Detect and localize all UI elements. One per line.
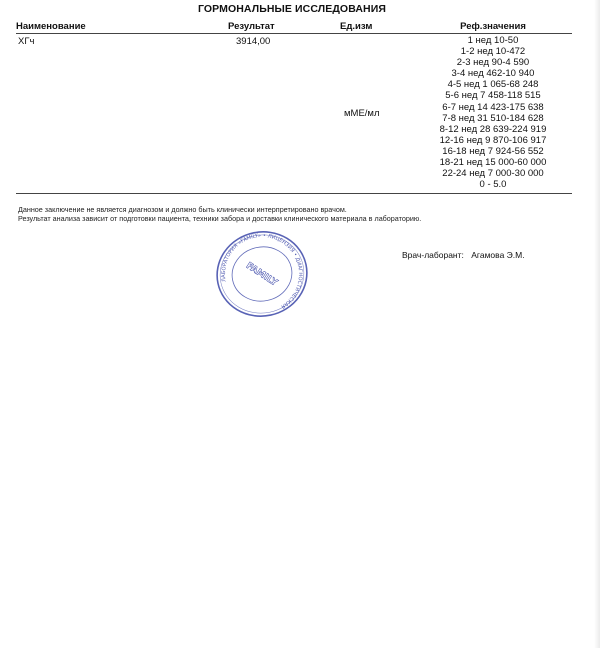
column-header-unit: Ед.изм (340, 21, 373, 32)
reference-value: 4-5 нед 1 065-68 248 (447, 79, 539, 91)
reference-values-list (418, 35, 568, 190)
column-header-name: Наименование (16, 21, 86, 32)
reference-value: 0 - 5.0 (479, 179, 507, 191)
page-title: ГОРМОНАЛЬНЫЕ ИССЛЕДОВАНИЯ (197, 3, 387, 15)
stamp-center-text: FAMILY (243, 261, 279, 289)
disclaimer-line-2: Результат анализа зависит от подготовки пациента, техники забора и доставки клинического материала в лабораторию. (18, 214, 422, 223)
reference-value: 1-2 нед 10-472 (460, 46, 526, 58)
page-edge-shadow (594, 0, 600, 648)
stamp-ring-text: ЛАБОРАТОРИЯ «FAMILY» • ЛИЦЕНЗИЯ • ДИАГНОСТИЧЕСКАЯ (220, 232, 304, 310)
test-unit: мМЕ/мл (344, 108, 380, 119)
reference-value: 1 нед 10-50 (467, 35, 519, 46)
column-header-reference: Реф.значения (460, 21, 526, 32)
reference-value: 2-3 нед 90-4 590 (456, 57, 530, 69)
reference-value: 16-18 нед 7 924-56 552 (442, 145, 544, 157)
reference-value: 7-8 нед 31 510-184 628 (442, 112, 544, 124)
lab-stamp-seal (212, 228, 312, 320)
column-header-result: Результат (228, 21, 275, 32)
signature-label: Врач-лаборант: (402, 250, 464, 260)
reference-value: 12-16 нед 9 870-106 917 (439, 134, 547, 146)
stamp-graphic (212, 228, 312, 320)
reference-value: 18-21 нед 15 000-60 000 (439, 157, 547, 169)
test-name: ХГч (18, 36, 35, 47)
reference-value: 8-12 нед 28 639-224 919 (439, 123, 547, 135)
table-bottom-divider (16, 193, 572, 194)
signature-name: Агамова Э.М. (471, 250, 525, 260)
test-result: 3914,00 (236, 36, 271, 47)
reference-value: 22-24 нед 7 000-30 000 (442, 168, 544, 180)
reference-value: 6-7 нед 14 423-175 638 (442, 101, 544, 113)
reference-value: 3-4 нед 462-10 940 (451, 68, 535, 80)
reference-value: 5-6 нед 7 458-118 515 (445, 90, 541, 102)
signature-block (402, 250, 525, 260)
table-header (16, 20, 572, 34)
disclaimer-line-1: Данное заключение не является диагнозом и должно быть клинически интерпретировано врачом. (18, 205, 347, 214)
